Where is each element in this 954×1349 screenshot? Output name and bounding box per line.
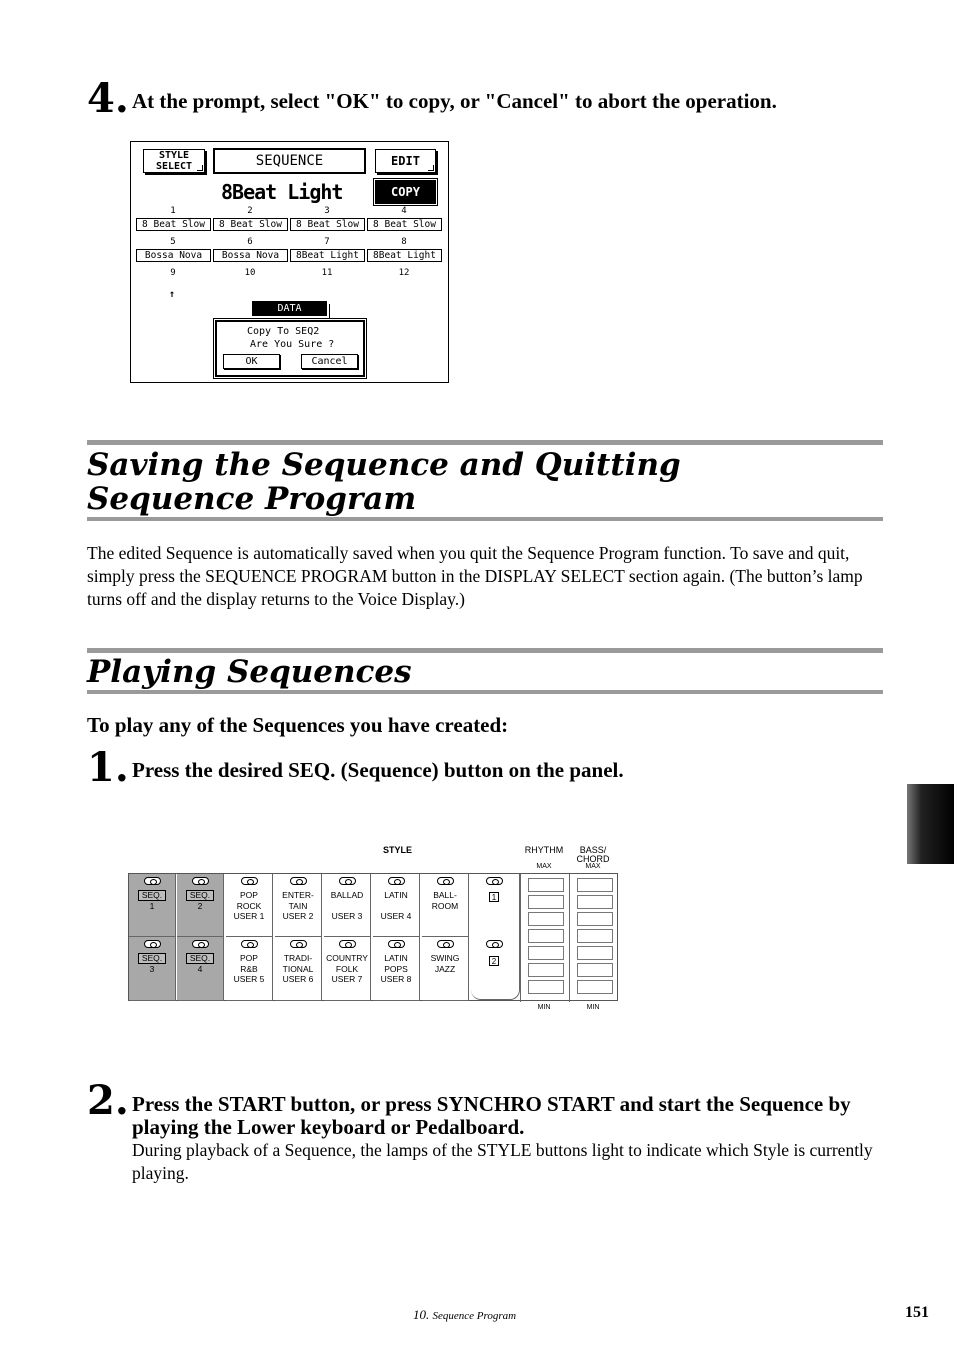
step-instruction: At the prompt, select "OK" to copy, or "Cancel" to abort the operation. xyxy=(132,89,777,113)
rhythm-max-label: MAX xyxy=(536,863,552,870)
slider-segment[interactable] xyxy=(577,878,613,892)
sequence-slot[interactable]: Bossa Nova xyxy=(136,249,211,262)
copy-button[interactable] xyxy=(375,180,436,204)
sequence-slot[interactable]: 8 Beat Slow xyxy=(290,218,365,231)
confirm-dialog xyxy=(215,320,365,377)
lamp-icon xyxy=(290,940,307,948)
slot-number: 4 xyxy=(401,206,407,216)
style-button-latin[interactable] xyxy=(373,874,420,937)
section-rule-top xyxy=(87,440,883,445)
button-line2 xyxy=(373,901,419,912)
button-line3: USER 2 xyxy=(282,911,314,921)
slider-segment[interactable] xyxy=(528,946,564,960)
step-number: 4. xyxy=(87,75,129,122)
sequence-label: SEQUENCE xyxy=(255,153,324,169)
button-line2: POPS xyxy=(384,963,408,974)
button-line3: USER 7 xyxy=(331,974,363,984)
button-line2: ROOM xyxy=(431,900,459,911)
seq-4-button[interactable] xyxy=(177,937,224,1001)
edit-label: EDIT xyxy=(391,154,420,168)
sequence-slot[interactable]: 8 Beat Slow xyxy=(367,218,442,231)
lamp-icon xyxy=(339,940,356,948)
style-button-entertain[interactable] xyxy=(275,874,322,937)
lamp-icon xyxy=(388,940,405,948)
slot-number: 11 xyxy=(321,268,333,278)
button-line1: LATIN xyxy=(384,890,408,900)
section-title-line2: Sequence Program xyxy=(87,481,417,517)
variation-number: 1 xyxy=(489,892,499,902)
seq-3-button[interactable] xyxy=(129,937,176,1001)
button-line1: SWING xyxy=(430,953,460,963)
slot-number: 10 xyxy=(244,268,256,278)
slot-number: 1 xyxy=(170,206,176,216)
button-line1: TRADI- xyxy=(283,953,313,963)
slider-segment[interactable] xyxy=(528,878,564,892)
slider-segment[interactable] xyxy=(577,929,613,943)
section-title: Playing Sequences xyxy=(87,654,412,690)
bass-max-label: MAX xyxy=(585,863,601,870)
lamp-icon xyxy=(192,940,209,948)
page-number: 151 xyxy=(905,1304,929,1321)
style-button-latin-pops[interactable] xyxy=(373,937,420,1001)
button-line3: USER 1 xyxy=(233,911,265,921)
button-line1: LATIN xyxy=(384,953,408,963)
lcd-screen xyxy=(130,141,449,383)
lamp-icon xyxy=(486,940,503,948)
bass-chord-volume-slider[interactable] xyxy=(569,874,618,1002)
data-tab[interactable]: DATA xyxy=(252,301,327,316)
slot-number: 5 xyxy=(170,237,176,247)
style-button-pop-rock[interactable] xyxy=(226,874,273,937)
lamp-icon xyxy=(241,877,258,885)
step-number: 2. xyxy=(87,1077,129,1124)
button-line1: 4 xyxy=(197,964,203,974)
seq-2-button[interactable] xyxy=(177,874,224,937)
button-line2: R&B xyxy=(240,963,258,974)
edit-button[interactable] xyxy=(375,149,436,173)
button-line1: 1 xyxy=(149,901,155,911)
dialog-line2: Are You Sure ? xyxy=(250,339,335,350)
cursor-arrow-icon: ↑ xyxy=(169,289,176,300)
button-line3: USER 5 xyxy=(233,974,265,984)
slot-number: 9 xyxy=(170,268,176,278)
button-line1: ENTER- xyxy=(282,890,314,900)
slider-segment[interactable] xyxy=(528,963,564,977)
rhythm-min-label: MIN xyxy=(537,1004,551,1011)
chapter-name: Sequence Program xyxy=(432,1310,517,1322)
seq-label: SEQ. xyxy=(138,890,166,901)
button-line1: COUNTRY xyxy=(326,953,368,963)
footer-chapter xyxy=(413,1307,516,1323)
button-line3: USER 8 xyxy=(380,974,412,984)
sequence-slot[interactable]: 8 Beat Slow xyxy=(213,218,288,231)
button-line1: 2 xyxy=(197,901,203,911)
button-line1: POP xyxy=(240,953,258,963)
button-line3: USER 6 xyxy=(282,974,314,984)
button-line3: USER 3 xyxy=(331,911,363,921)
lamp-icon xyxy=(241,940,258,948)
step-body: During playback of a Sequence, the lamps of the STYLE buttons light to indicate which Style is currently playing. xyxy=(132,1140,873,1183)
style-select-button[interactable] xyxy=(143,149,205,173)
style-panel xyxy=(128,873,618,1001)
rhythm-volume-slider[interactable] xyxy=(520,874,569,1002)
slider-segment[interactable] xyxy=(528,895,564,909)
style-name: 8Beat Light xyxy=(221,180,343,204)
slider-segment[interactable] xyxy=(577,963,613,977)
button-line3: USER 4 xyxy=(380,911,412,921)
seq-label: SEQ. xyxy=(138,953,166,964)
section-intro: To play any of the Sequences you have created: xyxy=(87,713,509,737)
style-button-traditional[interactable] xyxy=(275,937,322,1001)
sequence-title-box xyxy=(213,148,366,174)
button-line2: ROCK xyxy=(236,900,262,911)
section-rule-top xyxy=(87,648,883,653)
slot-number: 12 xyxy=(398,268,410,278)
cancel-button[interactable]: Cancel xyxy=(301,354,358,369)
button-line1: BALL- xyxy=(433,890,457,900)
section-title: Saving the Sequence and Quitting xyxy=(87,447,681,483)
slot-number: 7 xyxy=(324,237,330,247)
lamp-icon xyxy=(486,877,503,885)
style-button-country-folk[interactable] xyxy=(324,937,371,1001)
variation-number: 2 xyxy=(489,956,499,966)
bass-min-label: MIN xyxy=(586,1004,600,1011)
style-group-label: STYLE xyxy=(382,845,412,855)
section-rule-bottom xyxy=(87,690,883,694)
sequence-slot[interactable]: 8Beat Light xyxy=(367,249,442,262)
chapter-tab xyxy=(907,784,954,864)
lamp-icon xyxy=(144,940,161,948)
slot-number: 6 xyxy=(247,237,253,247)
sequence-slot[interactable]: Bossa Nova xyxy=(213,249,288,262)
ok-button[interactable]: OK xyxy=(223,354,280,369)
lamp-icon xyxy=(192,877,209,885)
step-number: 1. xyxy=(87,744,129,791)
button-line1: 3 xyxy=(149,964,155,974)
chapter-number: 10. xyxy=(413,1307,430,1322)
slider-segment[interactable] xyxy=(528,929,564,943)
button-line2: TAIN xyxy=(288,900,308,911)
lamp-icon xyxy=(339,877,356,885)
slot-number: 2 xyxy=(247,206,253,216)
section-rule-bottom xyxy=(87,517,883,521)
style-button-swing-jazz[interactable] xyxy=(422,937,469,1001)
lamp-icon xyxy=(144,877,161,885)
slider-segment[interactable] xyxy=(577,895,613,909)
lamp-icon xyxy=(290,877,307,885)
style-select-line1: STYLE xyxy=(158,150,190,161)
lamp-icon xyxy=(437,940,454,948)
slider-segment[interactable] xyxy=(528,912,564,926)
variation-1-button[interactable] xyxy=(471,874,520,1000)
button-line2: TIONAL xyxy=(282,963,314,974)
slider-segment[interactable] xyxy=(577,912,613,926)
bass-chord-line2: CHORD xyxy=(576,854,610,864)
button-line1: BALLAD xyxy=(330,890,364,900)
seq-1-button[interactable] xyxy=(129,874,176,937)
lamp-icon xyxy=(437,877,454,885)
dialog-line1: Copy To SEQ2 xyxy=(247,326,320,337)
button-line2: FOLK xyxy=(335,963,359,974)
section-body: The edited Sequence is automatically saved when you quit the Sequence Program function. To save and quit, simply press the SEQUENCE PROGRAM button in the DISPLAY SELECT section again. (The button’s lamp turns off and the display returns to the Voice Display.) xyxy=(87,543,863,609)
bass-chord-label xyxy=(568,846,618,864)
sequence-slot[interactable]: 8Beat Light xyxy=(290,249,365,262)
step-instruction: Press the desired SEQ. (Sequence) button on the panel. xyxy=(132,758,624,782)
style-button-pop-rnb[interactable] xyxy=(226,937,273,1001)
seq-label: SEQ. xyxy=(186,953,214,964)
slot-number: 8 xyxy=(401,237,407,247)
rhythm-label: RHYTHM xyxy=(524,845,564,855)
step-instruction: Press the START button, or press SYNCHRO START and start the Sequence by playing the Lower keyboard or Pedalboard. xyxy=(132,1092,851,1139)
slot-number: 3 xyxy=(324,206,330,216)
style-select-line2: SELECT xyxy=(155,161,193,172)
button-line2 xyxy=(324,901,370,912)
slider-segment[interactable] xyxy=(528,980,564,994)
button-line1: POP xyxy=(240,890,258,900)
bass-chord-line1: BASS/ xyxy=(579,845,607,855)
button-line2: JAZZ xyxy=(434,963,456,974)
sequence-slot[interactable]: 8 Beat Slow xyxy=(136,218,211,231)
style-button-ballad[interactable] xyxy=(324,874,371,937)
seq-label: SEQ. xyxy=(186,890,214,901)
copy-label: COPY xyxy=(391,185,420,199)
lamp-icon xyxy=(388,877,405,885)
slider-segment[interactable] xyxy=(577,980,613,994)
style-button-ballroom[interactable] xyxy=(422,874,469,937)
slider-segment[interactable] xyxy=(577,946,613,960)
